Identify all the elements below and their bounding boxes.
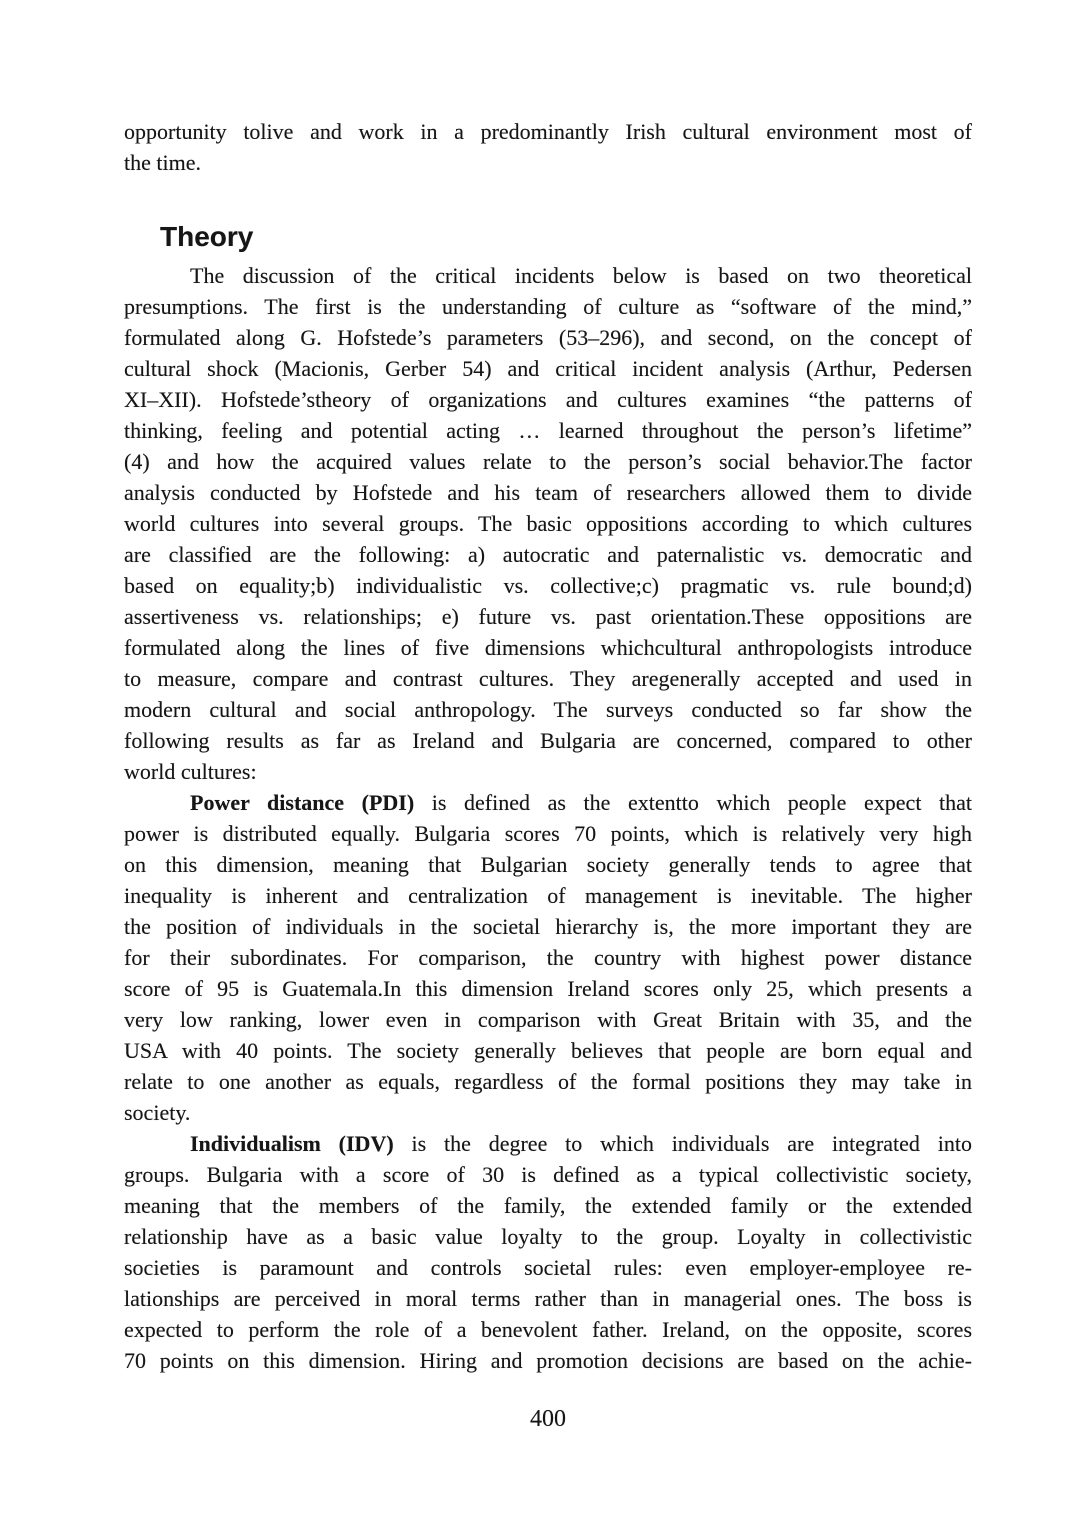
text-line: The discussion of the critical incidents below is based on two theoretical [190,263,972,288]
text-line: relate to one another as equals, regardless of the formal positions they may take in [124,1069,972,1094]
text-line: score of 95 is Guatemala.In this dimension Ireland scores only 25, which presents a [124,976,972,1001]
text-line: inequality is inherent and centralization of management is inevitable. The higher [124,883,972,908]
text-line: groups. Bulgaria with a score of 30 is defined as a typical collectivistic society, [124,1162,972,1187]
text-line: on this dimension, meaning that Bulgarian society generally tends to agree that [124,852,972,877]
text-line: formulated along G. Hofstede’s parameters (53–296), and second, on the concept of [124,325,972,350]
text-column [124,116,972,1376]
text-line: USA with 40 points. The society generally believes that people are born equal and [124,1038,972,1063]
term-individualism: Individualism (IDV) [190,1131,394,1156]
paragraph-power-distance [124,787,972,1128]
term-power-distance: Power distance (PDI) [190,790,415,815]
text-line: very low ranking, lower even in comparison with Great Britain with 35, and the [124,1007,972,1032]
text-line: relationship have as a basic value loyalty to the group. Loyalty in collectivistic [124,1224,972,1249]
text-line: world cultures: [124,759,257,784]
text-line: (4) and how the acquired values relate to the person’s social behavior.The factor [124,449,972,474]
text-line: analysis conducted by Hofstede and his team of researchers allowed them to divide [124,480,972,505]
text-line-rest: is the degree to which individuals are integrated into [411,1131,972,1156]
text-line: meaning that the members of the family, the extended family or the extended [124,1193,972,1218]
text-line: lationships are perceived in moral terms rather than in managerial ones. The boss is [124,1286,972,1311]
paragraph-discussion [124,260,972,787]
text-line: the position of individuals in the societal hierarchy is, the more important they are [124,914,972,939]
text-line: world cultures into several groups. The basic oppositions according to which cultures [124,511,972,536]
text-line [124,787,972,818]
text-line: assertiveness vs. relationships; e) future vs. past orientation.These oppositions are [124,604,972,629]
text-line: 70 points on this dimension. Hiring and promotion decisions are based on the achie- [124,1348,972,1373]
text-line: are classified are the following: a) autocratic and paternalistic vs. democratic and [124,542,972,567]
text-line: thinking, feeling and potential acting … learned throughout the person’s lifetime” [124,418,972,443]
text-line: presumptions. The first is the understanding of culture as “software of the mind,” [124,294,972,319]
intro-paragraph [124,116,972,178]
text-line: following results as far as Ireland and Bulgaria are concerned, compared to other [124,728,972,753]
paragraph-individualism [124,1128,972,1376]
text-line: modern cultural and social anthropology. The surveys conducted so far show the [124,697,972,722]
text-line: to measure, compare and contrast cultures. They aregenerally accepted and used in [124,666,972,691]
text-line: cultural shock (Macionis, Gerber 54) and critical incident analysis (Arthur, Pedersen [124,356,972,381]
text-line: based on equality;b) individualistic vs. collective;c) pragmatic vs. rule bound;d) [124,573,972,598]
text-line [124,1128,972,1159]
text-line: expected to perform the role of a benevolent father. Ireland, on the opposite, scores [124,1317,972,1342]
page-number: 400 [530,1406,566,1432]
text-line: opportunity tolive and work in a predominantly Irish cultural environment most of [124,119,972,144]
section-heading-theory: Theory [160,221,254,252]
text-line: XI–XII). Hofstede’stheory of organizations and cultures examines “the patterns of [124,387,972,412]
text-line: societies is paramount and controls societal rules: even employer-employee re- [124,1255,972,1280]
text-line: formulated along the lines of five dimensions whichcultural anthropologists introduce [124,635,972,660]
text-line: power is distributed equally. Bulgaria scores 70 points, which is relatively very high [124,821,972,846]
text-line: society. [124,1100,191,1125]
text-line: for their subordinates. For comparison, the country with highest power distance [124,945,972,970]
text-line-rest: is defined as the extentto which people expect that [431,790,973,815]
text-line: the time. [124,150,201,175]
